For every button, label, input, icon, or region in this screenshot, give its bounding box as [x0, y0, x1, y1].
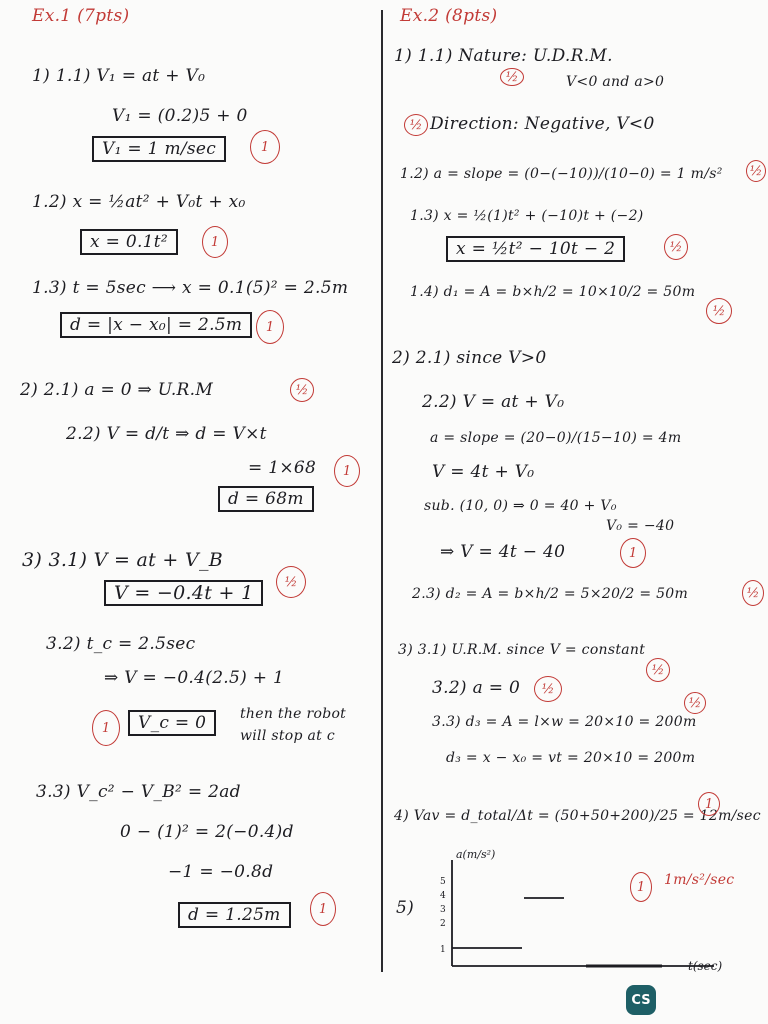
- graph-y-label: a(m/s²): [456, 848, 496, 861]
- answer-2-2-result-prefix: ⇒ V = 4t − 40: [440, 542, 566, 562]
- grade-mark: ½: [664, 234, 688, 260]
- answer-1-1-result: V₁ = 1 m/sec: [92, 136, 226, 162]
- answer-2-1-1-cond: V<0 and a>0: [566, 74, 665, 90]
- answer-1-3: 1.3) t = 5sec ⟶ x = 0.1(5)² = 2.5m: [32, 278, 349, 298]
- grade-mark: ½: [290, 378, 314, 402]
- graph-x-label: t(sec): [688, 959, 723, 973]
- acceleration-time-graph: [426, 848, 766, 974]
- graph-tick: 3: [440, 905, 446, 915]
- grade-mark: 1: [250, 130, 280, 164]
- grade-mark: ½: [706, 298, 732, 324]
- answer-2-5: 5): [396, 898, 415, 918]
- grade-mark: 1: [334, 455, 360, 487]
- grade-mark: 1: [202, 226, 228, 258]
- answer-3-2-note-a: then the robot: [240, 706, 347, 722]
- grade-mark: ½: [746, 160, 766, 182]
- grade-mark: ½: [276, 566, 306, 598]
- graph-tick: 5: [440, 877, 446, 887]
- answer-direction: Direction: Negative, V<0: [430, 114, 655, 134]
- answer-3-1-result: V = −0.4t + 1: [104, 580, 263, 606]
- answer-2-3-2: 3.2) a = 0: [432, 678, 521, 698]
- grade-mark: ½: [404, 114, 428, 136]
- answer-3-3: 3.3) V_c² − V_B² = 2ad: [36, 782, 241, 802]
- answer-2-1-1: 1) 1.1) Nature: U.D.R.M.: [394, 46, 613, 66]
- answer-2-2-result: d = 68m: [218, 486, 314, 512]
- answer-2-4: 4) Vav = d_total/Δt = (50+50+200)/25 = 12m/sec: [394, 808, 761, 824]
- answer-2-1-4: 1.4) d₁ = A = b×h/2 = 10×10/2 = 50m: [410, 284, 696, 300]
- answer-3-1: 3) 3.1) V = at + V_B: [22, 549, 224, 571]
- grade-mark: ½: [534, 676, 562, 702]
- answer-3-2: 3.2) t_c = 2.5sec: [46, 634, 196, 654]
- column-divider: [381, 10, 383, 972]
- graph-tick: 4: [440, 891, 446, 901]
- graph-unit-note: 1m/s²/sec: [664, 872, 735, 888]
- answer-2-2-eq: V = 4t + V₀: [432, 462, 535, 482]
- answer-2-3-3-alt: d₃ = x − x₀ = vt = 20×10 = 200m: [446, 750, 696, 766]
- answer-2-2-3: 2.3) d₂ = A = b×h/2 = 5×20/2 = 50m: [412, 586, 689, 602]
- graph-tick: 2: [440, 919, 446, 929]
- answer-3-3-step2: −1 = −0.8d: [168, 862, 274, 882]
- answer-2-2-2: 2.2) V = at + V₀: [422, 392, 565, 412]
- answer-3-2-step: ⇒ V = −0.4(2.5) + 1: [104, 668, 285, 688]
- camscanner-logo: CS: [626, 985, 656, 1015]
- ex1-title: Ex.1 (7pts): [32, 6, 130, 26]
- answer-3-3-result: d = 1.25m: [178, 902, 291, 928]
- answer-3-3-step1: 0 − (1)² = 2(−0.4)d: [120, 822, 294, 842]
- grade-mark: 1: [92, 710, 120, 746]
- grade-mark: 1: [310, 892, 336, 926]
- graph-tick: 1: [440, 945, 446, 955]
- grade-mark: ½: [646, 658, 670, 682]
- answer-2-2-sub: sub. (10, 0) ⇒ 0 = 40 + V₀: [424, 498, 617, 514]
- answer-2-1: 2) 2.1) a = 0 ⇒ U.R.M: [20, 380, 214, 400]
- answer-2-2-slope: a = slope = (20−0)/(15−10) = 4m: [430, 430, 682, 446]
- answer-3-2-result: V_c = 0: [128, 710, 216, 736]
- answer-2-2-step: = 1×68: [248, 458, 317, 478]
- ex2-title: Ex.2 (8pts): [400, 6, 498, 26]
- grade-mark: 1: [620, 538, 646, 568]
- answer-2-3-1: 3) 3.1) U.R.M. since V = constant: [398, 642, 646, 658]
- grade-mark: 1: [630, 872, 652, 902]
- answer-2-1-3: 1.3) x = ½(1)t² + (−10)t + (−2): [410, 208, 644, 224]
- answer-2-2: 2.2) V = d/t ⇒ d = V×t: [66, 424, 267, 444]
- answer-1-3-result: d = |x − x₀| = 2.5m: [60, 312, 252, 338]
- grade-mark: ½: [684, 692, 706, 714]
- answer-2-2-1: 2) 2.1) since V>0: [392, 348, 547, 368]
- answer-1-1: 1) 1.1) V₁ = at + V₀: [32, 66, 206, 86]
- answer-1-1-step: V₁ = (0.2)5 + 0: [112, 106, 248, 126]
- answer-2-2-v0: V₀ = −40: [606, 518, 675, 534]
- answer-3-2-note-b: will stop at c: [240, 728, 335, 744]
- grade-mark: ½: [742, 580, 764, 606]
- grade-mark: 1: [256, 310, 284, 344]
- grade-mark: ½: [500, 68, 524, 86]
- answer-2-1-2: 1.2) a = slope = (0−(−10))/(10−0) = 1 m/s²: [400, 166, 723, 182]
- grade-mark: 1: [698, 792, 720, 816]
- answer-2-1-3-result: x = ½t² − 10t − 2: [446, 236, 625, 262]
- answer-1-2-result: x = 0.1t²: [80, 229, 178, 255]
- answer-1-2: 1.2) x = ½at² + V₀t + x₀: [32, 192, 246, 212]
- answer-2-3-3: 3.3) d₃ = A = l×w = 20×10 = 200m: [432, 714, 697, 730]
